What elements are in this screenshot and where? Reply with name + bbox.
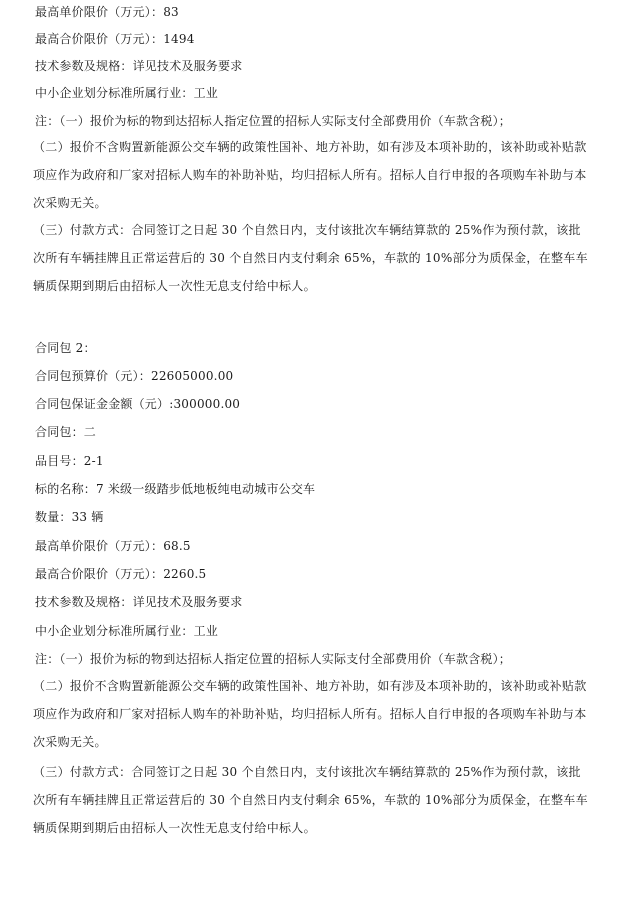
pkg1-max-unit-price: 最高单价限价（万元）：83 (35, 5, 179, 19)
pkg2-subject-name: 标的名称：7 米级一级踏步低地板纯电动城市公交车 (35, 482, 316, 496)
pkg2-quantity: 数量：33 辆 (35, 510, 104, 524)
pkg2-note-1: 注：（一）报价为标的物到达招标人指定位置的招标人实际支付全部费用价（车款含税）； (35, 652, 512, 666)
pkg2-note-2: （二）报价不含购置新能源公交车辆的政策性国补、地方补助，如有涉及本项补助的，该补助或补贴款项应作为政府和厂家对招标人购车的补助补贴，均归招标人所有。招标人自行申报的各项购车补助与本次采购无关。 (33, 679, 587, 749)
pkg1-note-1: 注：（一）报价为标的物到达招标人指定位置的招标人实际支付全部费用价（车款含税）； (35, 114, 512, 128)
pkg2-deposit: 合同包保证金金额（元）:300000.00 (35, 397, 241, 411)
pkg2-title: 合同包 2： (35, 341, 96, 355)
pkg1-max-total-price: 最高合价限价（万元）：1494 (35, 32, 195, 46)
pkg1-note-2: （二）报价不含购置新能源公交车辆的政策性国补、地方补助，如有涉及本项补助的，该补助或补贴款项应作为政府和厂家对招标人购车的补助补贴，均归招标人所有。招标人自行申报的各项购车补助与本次采购无关。 (33, 140, 587, 210)
pkg2-budget: 合同包预算价（元）：22605000.00 (35, 369, 234, 383)
pkg2-max-unit-price: 最高单价限价（万元）：68.5 (35, 539, 191, 553)
pkg2-package-no: 合同包：二 (35, 425, 97, 439)
pkg1-tech-spec: 技术参数及规格：详见技术及服务要求 (35, 59, 243, 73)
pkg2-sme-industry: 中小企业划分标准所属行业：工业 (35, 624, 219, 638)
pkg2-tech-spec: 技术参数及规格：详见技术及服务要求 (35, 595, 243, 609)
pkg2-note-3: （三）付款方式：合同签订之日起 30 个自然日内，支付该批次车辆结算款的 25%作为预付款，该批次所有车辆挂牌且正常运营后的 30 个自然日内支付剩余 65%，车款的 10%部分为质保金，在整车车辆质保期到期后由招标人一次性无息支付给中标人。 (33, 765, 588, 835)
pkg2-max-total-price: 最高合价限价（万元）：2260.5 (35, 567, 207, 581)
pkg1-sme-industry: 中小企业划分标准所属行业：工业 (35, 86, 219, 100)
pkg2-item-no: 品目号：2-1 (35, 454, 104, 468)
pkg1-note-3: （三）付款方式：合同签订之日起 30 个自然日内，支付该批次车辆结算款的 25%作为预付款，该批次所有车辆挂牌且正常运营后的 30 个自然日内支付剩余 65%，车款的 10%部分为质保金，在整车车辆质保期到期后由招标人一次性无息支付给中标人。 (33, 223, 588, 293)
